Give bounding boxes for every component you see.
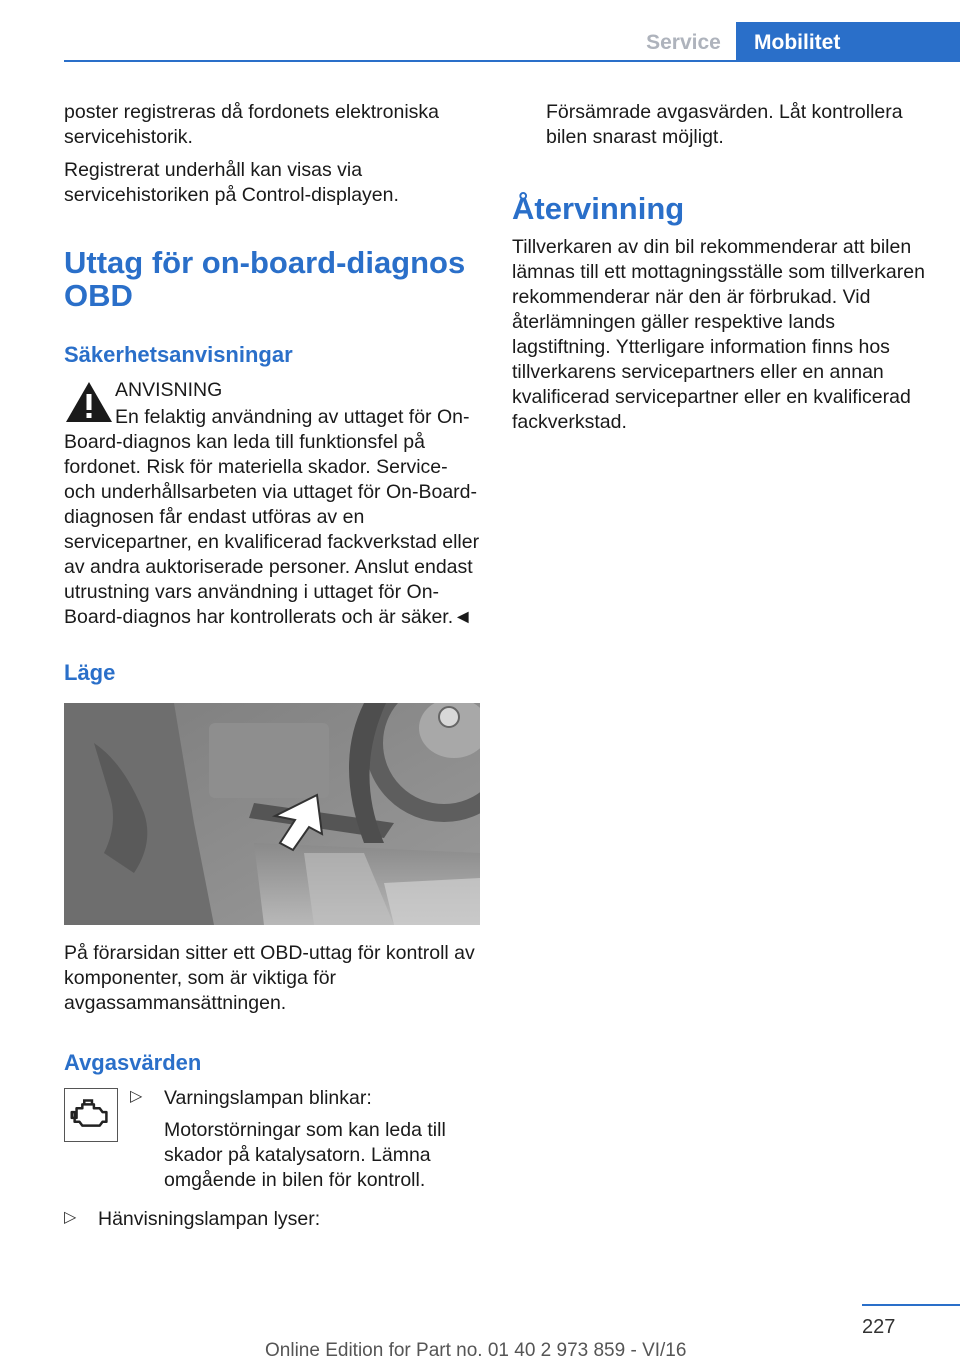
- page-number: 227: [862, 1316, 896, 1338]
- engine-lamp-box: [64, 1088, 118, 1142]
- footer-divider: [862, 1304, 960, 1306]
- location-paragraph: På förarsidan sitter ett OBD-uttag för kontroll av komponenter, som är viktiga för avgassammansättningen.: [64, 942, 475, 1014]
- heading-emissions: Avgasvärden: [64, 1050, 202, 1075]
- left-column: [64, 100, 480, 1232]
- safety-notice: [64, 378, 480, 630]
- right-column: [512, 100, 932, 435]
- recycling-paragraph: Tillverkaren av din bil rekommenderar att bilen lämnas till ett mottagningsställe som tillverkaren rekommenderar när den är förbrukad. Vid återlämningen gäller respektive lands lagstiftning. Ytterligare information finns hos tillverkarens servicepartners eller en annan kvalificerad servicepartner eller en kvalificerad fackverkstad.: [512, 236, 925, 433]
- tab-service[interactable]: Service: [646, 31, 721, 54]
- bullet-marker-1: ▷: [130, 1088, 143, 1105]
- section-title-obd: Uttag för on-board-diagnos OBD: [64, 245, 466, 313]
- bullet1-text: Motorstörningar som kan leda till skador på katalysatorn. Lämna omgående in bilen för kontroll.: [164, 1119, 446, 1191]
- page-header: [0, 0, 960, 62]
- section-title-recycling: Återvinning: [512, 191, 685, 226]
- intro-paragraph-2: Registrerat underhåll kan visas via servicehistoriken på Control-displayen.: [64, 159, 399, 206]
- intro-paragraph-1: poster registreras då fordonets elektroniska servicehistorik.: [64, 101, 440, 148]
- heading-location: Läge: [64, 660, 116, 685]
- bullet1-title: Varningslampan blinkar:: [164, 1087, 372, 1109]
- continued-paragraph: Försämrade avgasvärden. Låt kontrollera bilen snarast möjligt.: [546, 101, 903, 148]
- heading-safety: Säkerhetsanvisningar: [64, 342, 293, 367]
- bullet-marker-2: ▷: [64, 1209, 77, 1226]
- notice-label: ANVISNING: [115, 379, 223, 401]
- tab-mobilitet[interactable]: Mobilitet: [736, 22, 960, 62]
- warning-triangle-icon: [64, 380, 114, 424]
- header-divider: [64, 60, 960, 62]
- emission-item-notice: [64, 1207, 480, 1232]
- bullet2-title: Hänvisningslampan lyser:: [98, 1208, 321, 1230]
- obd-location-photo: [64, 703, 480, 925]
- engine-check-icon: [65, 1089, 117, 1141]
- edition-footer: Online Edition for Part no. 01 40 2 973 859 - VI/16: [265, 1340, 687, 1361]
- emission-item-warning: [64, 1086, 480, 1193]
- notice-text: En felaktig användning av uttaget för On-Board-diagnos kan leda till funktionsfel på fordonet. Risk för materiella skador. Service- och underhållsarbeten via uttaget för On-Board-diagnosen får endast utföras av en servicepartner, en kvalificerad fackverkstad eller av andra auktoriserade personer. Anslut endast utrustning vars användning i uttaget för On-Board-diagnos har kontrollerats och är säker.◄: [64, 406, 480, 628]
